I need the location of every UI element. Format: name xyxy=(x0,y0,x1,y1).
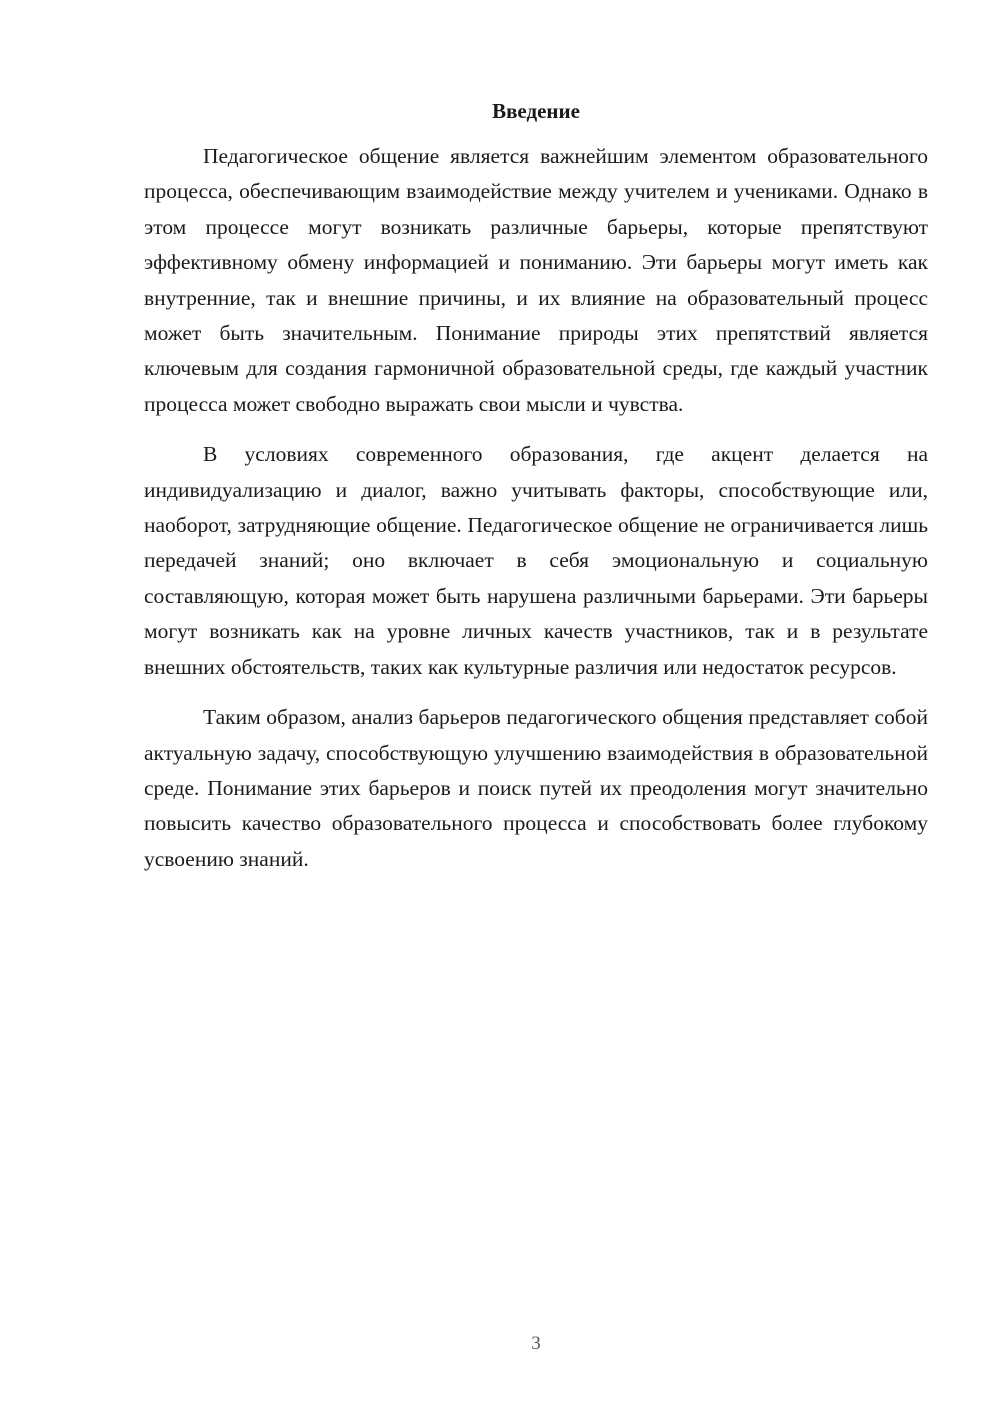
page-number: 3 xyxy=(531,1333,541,1354)
paragraph-3: Таким образом, анализ барьеров педагогического общения представляет собой актуальную задачу, способствующую улучшению взаимодействия в образовательной среде. Понимание этих барьеров и поиск путей их преодоления могут значительно повысить качество образовательного процесса и способствовать более глубокому усвоению знаний. xyxy=(144,705,928,871)
section-heading: Введение xyxy=(492,99,580,123)
document-page xyxy=(144,95,928,892)
paragraph-1: Педагогическое общение является важнейшим элементом образовательного процесса, обеспечивающим взаимодействие между учителем и учениками. Однако в этом процессе могут возникать различные барьеры, которые препятствуют эффективному обмену информацией и пониманию. Эти барьеры могут иметь как внутренние, так и внешние причины, и их влияние на образовательный процесс может быть значительным. Понимание природы этих препятствий является ключевым для создания гармоничной образовательной среды, где каждый участник процесса может свободно выражать свои мысли и чувства. xyxy=(144,144,928,416)
paragraph-2: В условиях современного образования, где акцент делается на индивидуализацию и диалог, важно учитывать факторы, способствующие или, наоборот, затрудняющие общение. Педагогическое общение не ограничивается лишь передачей знаний; оно включает в себя эмоциональную и социальную составляющую, которая может быть нарушена различными барьерами. Эти барьеры могут возникать как на уровне личных качеств участников, так и в результате внешних обстоятельств, таких как культурные различия или недостаток ресурсов. xyxy=(144,442,928,679)
